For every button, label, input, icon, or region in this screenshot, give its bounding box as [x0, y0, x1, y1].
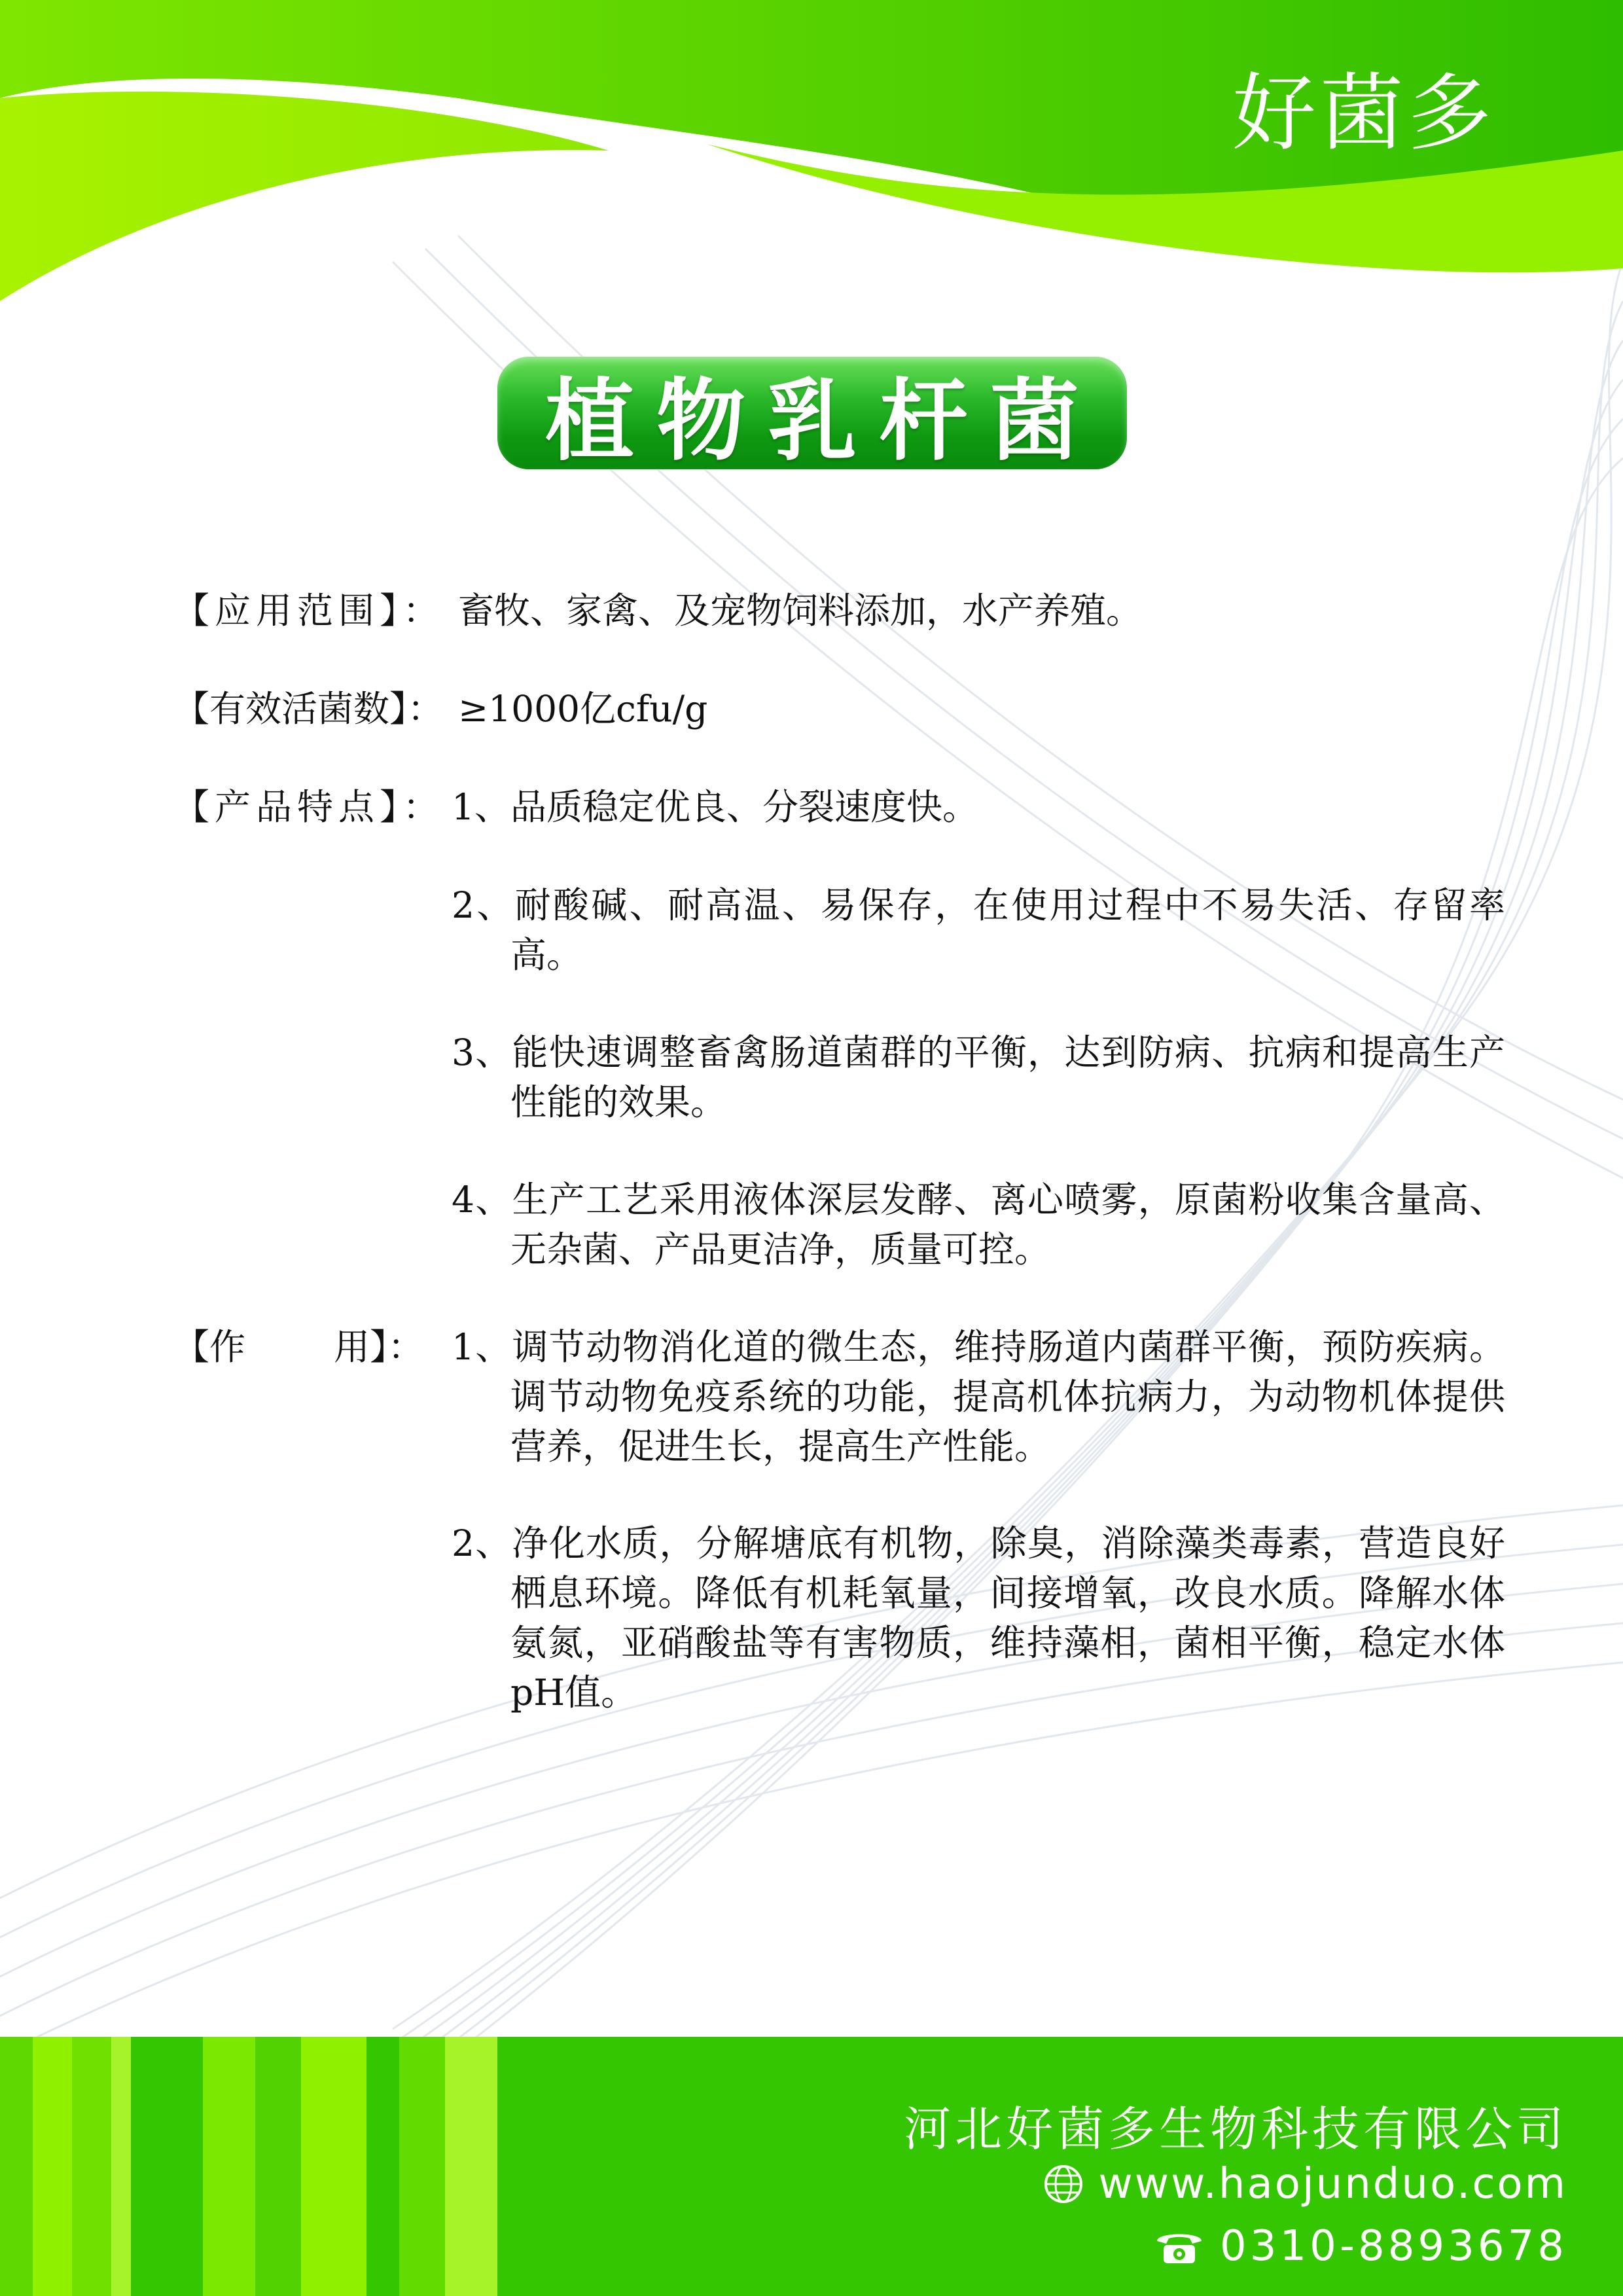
- product-title: 植物乳杆菌: [545, 370, 1101, 473]
- website-link[interactable]: www.haojunduo.com: [1098, 2160, 1567, 2208]
- features-row: [173, 782, 458, 832]
- product-title-banner: [497, 357, 1127, 473]
- effect-item: 1、调节动物消化道的微生态，维持肠道内菌群平衡，预防疾病。调节动物免疫系统的功能，提高机体抗病力，为动物机体提供营养，促进生长，提高生产性能。: [452, 1326, 1505, 1467]
- website-line: [1043, 2160, 1567, 2208]
- feature-item: 4、生产工艺采用液体深层发酵、离心喷雾，原菌粉收集含量高、无杂菌、产品更洁净，质量可控。: [452, 1179, 1505, 1270]
- company-name: 河北好菌多生物科技有限公司: [903, 2102, 1567, 2157]
- brand-name: 好菌多: [1232, 65, 1495, 162]
- scope-row: [173, 586, 1142, 636]
- feature-item: 1、品质稳定优良、分裂速度快。: [452, 786, 978, 828]
- phone-number[interactable]: 0310-8893678: [1220, 2222, 1567, 2270]
- scope-label: 【应用范围】：: [173, 590, 444, 632]
- phone-line: [1153, 2222, 1567, 2270]
- feature-item: 2、耐酸碱、耐高温、易保存，在使用过程中不易失活、存留率高。: [452, 884, 1505, 976]
- globe-icon: [1043, 2164, 1084, 2204]
- count-text: ≥1000亿cfu/g: [458, 688, 708, 730]
- count-row: [173, 684, 707, 734]
- effects-label-right: 用】：: [334, 1326, 424, 1368]
- feature-item: 3、能快速调整畜禽肠道菌群的平衡，达到防病、抗病和提高生产性能的效果。: [452, 1031, 1505, 1123]
- count-label: 【有效活菌数】：: [173, 688, 444, 730]
- features-label: 【产品特点】：: [173, 786, 444, 828]
- scope-text: 畜牧、家禽、及宠物饲料添加，水产养殖。: [458, 590, 1143, 632]
- phone-icon: [1153, 2227, 1205, 2266]
- effects-row: [173, 1322, 424, 1372]
- effects-label-left: 【作: [173, 1326, 246, 1368]
- effect-item: 2、净化水质，分解塘底有机物，除臭，消除藻类毒素，营造良好栖息环境。降低有机耗氧量，间接增氧，改良水质。降解水体氨氮，亚硝酸盐等有害物质，维持藻相，菌相平衡，稳定水体pH值。: [452, 1522, 1505, 1713]
